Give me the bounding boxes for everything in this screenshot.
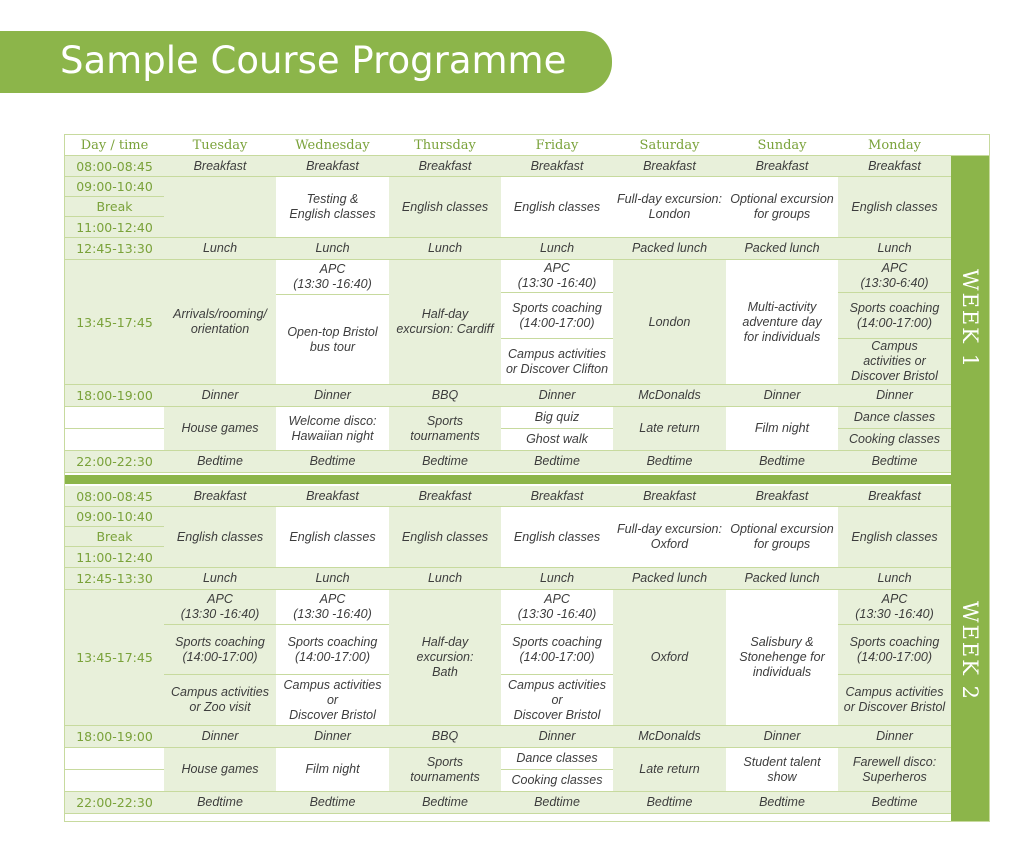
header-fri: Friday [501, 135, 613, 156]
afternoon-activity: Campus activities or Zoo visit [164, 675, 276, 726]
evening-activity: Cooking classes [501, 770, 613, 792]
afternoon-activity: Sports coaching (14:00-17:00) [276, 625, 389, 675]
bedtime: Bedtime [501, 451, 613, 473]
header-sat: Saturday [613, 135, 726, 156]
morning-activity: Optional excursion for groups [726, 177, 838, 238]
time-slot [65, 748, 164, 770]
afternoon-activity: Oxford [613, 590, 726, 726]
afternoon-activity: Campus activities or Discover Bristol [501, 675, 613, 726]
bedtime: Bedtime [613, 451, 726, 473]
meal-breakfast: Breakfast [501, 486, 613, 507]
meal-lunch: Lunch [838, 238, 951, 260]
time-slot: 22:00-22:30 [65, 792, 164, 814]
afternoon-activity: Multi-activity adventure day for individuals [726, 260, 838, 385]
meal-dinner: Dinner [276, 726, 389, 748]
time-slot: 18:00-19:00 [65, 726, 164, 748]
afternoon-activity: APC (13:30 -16:40) [501, 260, 613, 293]
meal-lunch: Packed lunch [613, 568, 726, 590]
afternoon-activity: Sports coaching (14:00-17:00) [838, 293, 951, 339]
header-tue: Tuesday [164, 135, 276, 156]
meal-breakfast: Breakfast [276, 486, 389, 507]
morning-activity: Full-day excursion: Oxford [613, 507, 726, 568]
time-slot: 13:45-17:45 [65, 590, 164, 726]
time-slot: 08:00-08:45 [65, 486, 164, 507]
afternoon-activity: London [613, 260, 726, 385]
meal-dinner: BBQ [389, 726, 501, 748]
title-banner [0, 31, 612, 93]
morning-activity: English classes [501, 177, 613, 238]
meal-lunch: Lunch [389, 238, 501, 260]
afternoon-activity: APC (13:30 -16:40) [838, 590, 951, 625]
meal-breakfast: Breakfast [838, 156, 951, 177]
time-slot: Break [65, 197, 164, 217]
time-slot: 11:00-12:40 [65, 217, 164, 238]
evening-activity: Late return [613, 407, 726, 451]
meal-lunch: Lunch [164, 568, 276, 590]
meal-dinner: Dinner [501, 726, 613, 748]
afternoon-activity: Campus activities or Discover Bristol [276, 675, 389, 726]
time-slot: 09:00-10:40 [65, 177, 164, 197]
meal-lunch: Lunch [276, 568, 389, 590]
evening-activity: Big quiz [501, 407, 613, 429]
meal-breakfast: Breakfast [726, 156, 838, 177]
morning-activity: English classes [838, 507, 951, 568]
meal-dinner: Dinner [838, 385, 951, 407]
header-wed: Wednesday [276, 135, 389, 156]
meal-breakfast: Breakfast [838, 486, 951, 507]
time-slot: 12:45-13:30 [65, 568, 164, 590]
bedtime: Bedtime [838, 451, 951, 473]
afternoon-activity: Campus activities or Discover Bristol [838, 675, 951, 726]
afternoon-activity: Half-day excursion: Cardiff [389, 260, 501, 385]
afternoon-activity: Campus activities or Discover Clifton [501, 339, 613, 385]
meal-lunch: Lunch [838, 568, 951, 590]
evening-activity: Dance classes [501, 748, 613, 770]
meal-lunch: Lunch [501, 568, 613, 590]
meal-lunch: Packed lunch [726, 568, 838, 590]
meal-breakfast: Breakfast [726, 486, 838, 507]
week-label-band [951, 156, 989, 481]
bedtime: Bedtime [726, 792, 838, 814]
meal-dinner: Dinner [164, 726, 276, 748]
afternoon-activity: APC (13:30 -16:40) [501, 590, 613, 625]
header-mon: Monday [838, 135, 951, 156]
morning-activity: English classes [501, 507, 613, 568]
meal-lunch: Lunch [501, 238, 613, 260]
evening-activity: Dance classes [838, 407, 951, 429]
afternoon-activity: APC (13:30 -16:40) [276, 590, 389, 625]
evening-activity: Sports tournaments [389, 407, 501, 451]
time-slot: 11:00-12:40 [65, 547, 164, 568]
bedtime: Bedtime [501, 792, 613, 814]
time-slot [65, 429, 164, 451]
bedtime: Bedtime [164, 792, 276, 814]
meal-breakfast: Breakfast [389, 156, 501, 177]
meal-dinner: Dinner [726, 385, 838, 407]
week-label: WEEK 2 [958, 601, 982, 701]
week-divider [65, 475, 989, 484]
meal-dinner: Dinner [838, 726, 951, 748]
morning-activity: Full-day excursion: London [613, 177, 726, 238]
bedtime: Bedtime [276, 792, 389, 814]
meal-dinner: Dinner [276, 385, 389, 407]
morning-activity: English classes [389, 177, 501, 238]
evening-activity: Student talent show [726, 748, 838, 792]
meal-dinner: Dinner [726, 726, 838, 748]
evening-activity: Welcome disco: Hawaiian night [276, 407, 389, 451]
time-slot [65, 407, 164, 429]
time-slot: 13:45-17:45 [65, 260, 164, 385]
meal-lunch: Lunch [276, 238, 389, 260]
time-slot: 12:45-13:30 [65, 238, 164, 260]
meal-dinner: Dinner [164, 385, 276, 407]
morning-activity: Testing & English classes [276, 177, 389, 238]
week-label-band [951, 481, 989, 821]
time-slot: 08:00-08:45 [65, 156, 164, 177]
time-slot: Break [65, 527, 164, 547]
morning-activity: English classes [276, 507, 389, 568]
evening-activity: Film night [276, 748, 389, 792]
morning-activity: Optional excursion for groups [726, 507, 838, 568]
header-sun: Sunday [726, 135, 838, 156]
bedtime: Bedtime [726, 451, 838, 473]
bedtime: Bedtime [164, 451, 276, 473]
bedtime: Bedtime [838, 792, 951, 814]
morning-activity: English classes [389, 507, 501, 568]
bedtime: Bedtime [613, 792, 726, 814]
time-slot [65, 770, 164, 792]
meal-lunch: Packed lunch [726, 238, 838, 260]
meal-dinner: McDonalds [613, 726, 726, 748]
meal-breakfast: Breakfast [389, 486, 501, 507]
time-slot: 18:00-19:00 [65, 385, 164, 407]
morning-activity: English classes [164, 507, 276, 568]
afternoon-activity: APC (13:30 -16:40) [276, 260, 389, 295]
header-thu: Thursday [389, 135, 501, 156]
meal-breakfast: Breakfast [613, 486, 726, 507]
afternoon-activity: Arrivals/rooming/ orientation [164, 260, 276, 385]
meal-breakfast: Breakfast [501, 156, 613, 177]
afternoon-activity: Campus activities or Discover Bristol [838, 339, 951, 385]
page-title: Sample Course Programme [60, 39, 567, 82]
header-day-time: Day / time [65, 135, 164, 156]
meal-lunch: Lunch [164, 238, 276, 260]
bedtime: Bedtime [276, 451, 389, 473]
meal-breakfast: Breakfast [613, 156, 726, 177]
meal-dinner: Dinner [501, 385, 613, 407]
time-slot: 22:00-22:30 [65, 451, 164, 473]
afternoon-activity: Salisbury & Stonehenge for individuals [726, 590, 838, 726]
evening-activity: House games [164, 748, 276, 792]
meal-lunch: Lunch [389, 568, 501, 590]
header-spacer [951, 135, 989, 156]
meal-dinner: McDonalds [613, 385, 726, 407]
afternoon-activity: Open-top Bristol bus tour [276, 295, 389, 385]
evening-activity: Film night [726, 407, 838, 451]
meal-breakfast: Breakfast [276, 156, 389, 177]
afternoon-activity: Sports coaching (14:00-17:00) [164, 625, 276, 675]
bedtime: Bedtime [389, 451, 501, 473]
meal-breakfast: Breakfast [164, 156, 276, 177]
afternoon-activity: Sports coaching (14:00-17:00) [501, 625, 613, 675]
meal-lunch: Packed lunch [613, 238, 726, 260]
bedtime: Bedtime [389, 792, 501, 814]
afternoon-activity: APC (13:30 -16:40) [164, 590, 276, 625]
week-label: WEEK 1 [958, 268, 982, 369]
time-slot: 09:00-10:40 [65, 507, 164, 527]
evening-activity: House games [164, 407, 276, 451]
meal-dinner: BBQ [389, 385, 501, 407]
afternoon-activity: Sports coaching (14:00-17:00) [838, 625, 951, 675]
morning-activity: English classes [838, 177, 951, 238]
evening-activity: Ghost walk [501, 429, 613, 451]
evening-activity: Sports tournaments [389, 748, 501, 792]
evening-activity: Cooking classes [838, 429, 951, 451]
morning-activity [164, 177, 276, 238]
meal-breakfast: Breakfast [164, 486, 276, 507]
afternoon-activity: Half-day excursion: Bath [389, 590, 501, 726]
afternoon-activity: Sports coaching (14:00-17:00) [501, 293, 613, 339]
evening-activity: Late return [613, 748, 726, 792]
evening-activity: Farewell disco: Superheros [838, 748, 951, 792]
afternoon-activity: APC (13:30-6:40) [838, 260, 951, 293]
programme-table [64, 134, 990, 822]
